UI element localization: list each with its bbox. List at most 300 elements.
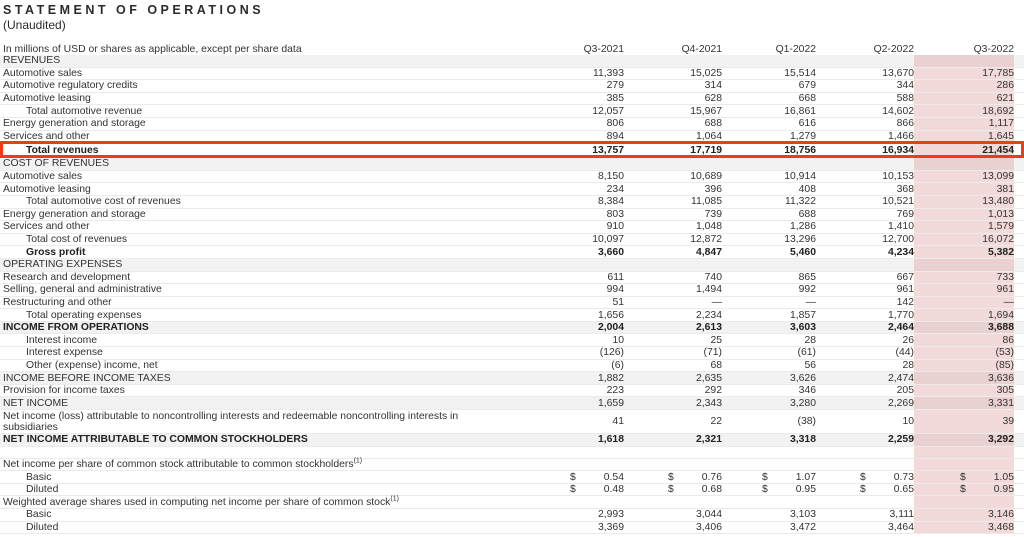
value-text: 3,472 (789, 521, 816, 533)
value-text: 2,993 (597, 509, 624, 521)
currency-amount (762, 472, 816, 483)
cell-value (544, 221, 624, 232)
cell-value (544, 522, 624, 533)
table-row (0, 410, 1024, 434)
cell-value (544, 145, 624, 156)
value-text: 894 (606, 130, 624, 142)
cell-value (722, 131, 816, 142)
value-text: 3,369 (597, 521, 624, 533)
cell-value (544, 68, 624, 79)
row-label (0, 411, 544, 433)
cell-value (816, 310, 914, 321)
section-row (0, 372, 1024, 385)
cell-value (816, 106, 914, 117)
table-row (0, 80, 1024, 93)
value-text: 346 (798, 385, 816, 397)
value-text: 3,103 (789, 509, 816, 521)
section-row (0, 158, 1024, 171)
cell-value (816, 360, 914, 371)
value-text: 15,967 (690, 105, 722, 117)
row-label (0, 398, 544, 409)
value-text: 3,688 (987, 322, 1014, 334)
section-row (0, 322, 1024, 335)
value-text: 1,117 (988, 118, 1014, 130)
value-text: 16,861 (784, 105, 816, 117)
value-text: 223 (606, 385, 624, 397)
value-text: 2,321 (695, 434, 722, 446)
value-text: (71) (703, 347, 722, 359)
table-caption: In millions of USD or shares as applicable, except per share data (3, 44, 302, 55)
table-row (0, 309, 1024, 322)
value-text: 18,756 (784, 144, 816, 156)
currency-amount (860, 472, 914, 483)
cell-value (624, 106, 722, 117)
value-text: 621 (996, 93, 1014, 105)
cell-value (544, 347, 624, 358)
value-text: 292 (704, 385, 722, 397)
table-row (0, 234, 1024, 247)
currency-symbol: $ (960, 484, 966, 496)
cell-value (914, 484, 1014, 496)
cell-value (544, 171, 624, 182)
cell-value (816, 196, 914, 207)
value-text: (126) (599, 347, 624, 359)
value-text: 15,514 (784, 67, 816, 79)
table-row (0, 131, 1024, 144)
value-text: 13,480 (982, 196, 1014, 208)
row-label-text: INCOME FROM OPERATIONS (3, 322, 149, 334)
value-text: 381 (996, 183, 1014, 195)
value-text: 740 (704, 271, 722, 283)
row-label (0, 373, 544, 384)
cell-value (722, 171, 816, 182)
cell-value (722, 373, 816, 384)
value-text: 305 (996, 385, 1014, 397)
table-row (0, 272, 1024, 285)
table-row (0, 93, 1024, 106)
cell-value (914, 55, 1014, 67)
row-label-text: Weighted average shares used in computing net income per share of common stock (3, 496, 391, 508)
value-text: 1.07 (795, 471, 816, 483)
cell-value (624, 360, 722, 371)
table-row (0, 360, 1024, 373)
row-label-text: Automotive sales (3, 67, 83, 79)
value-text: 733 (996, 271, 1014, 283)
value-text: (53) (995, 347, 1014, 359)
cell-value (624, 80, 722, 91)
value-text: 588 (896, 93, 914, 105)
cell-value (816, 398, 914, 409)
cell-value (816, 93, 914, 104)
cell-value (914, 522, 1014, 534)
value-text: 11,393 (592, 67, 624, 79)
row-label-text: Diluted (26, 484, 59, 496)
cell-value (914, 496, 1014, 508)
cell-value (914, 372, 1014, 384)
cell-value (816, 80, 914, 91)
row-label (0, 158, 544, 169)
value-text: 2,464 (887, 322, 914, 334)
value-text: 688 (798, 208, 816, 220)
cell-value (624, 221, 722, 232)
value-text: 3,318 (789, 434, 816, 446)
cell-value (816, 335, 914, 346)
currency-amount (668, 484, 722, 495)
currency-symbol: $ (762, 484, 768, 496)
value-text: 10,689 (690, 171, 722, 183)
value-text: 2,004 (597, 322, 624, 334)
value-text: 961 (996, 284, 1014, 296)
value-text: 667 (896, 271, 914, 283)
value-text: 11,322 (784, 196, 816, 208)
table-row (0, 284, 1024, 297)
currency-amount (762, 484, 816, 495)
value-text: 2,259 (887, 434, 914, 446)
cell-value (624, 322, 722, 333)
cell-value (914, 385, 1014, 397)
currency-amount (860, 484, 914, 495)
row-label (0, 118, 544, 129)
row-label (0, 284, 544, 295)
row-label-text: Automotive sales (3, 171, 83, 183)
value-text: 865 (798, 271, 816, 283)
cell-value (544, 335, 624, 346)
row-label-text: Automotive leasing (3, 183, 91, 195)
cell-value (544, 509, 624, 520)
value-text: 8,150 (597, 171, 624, 183)
column-header-q1-2022: Q1-2022 (775, 44, 816, 55)
row-label (0, 385, 544, 396)
row-label-text: Energy generation and storage (3, 118, 146, 130)
cell-value (624, 347, 722, 358)
value-text: 1,279 (789, 130, 816, 142)
value-text: 344 (896, 80, 914, 92)
value-text: 11,085 (690, 196, 722, 208)
cell-value (816, 522, 914, 533)
value-text: 22 (710, 416, 722, 428)
cell-value (816, 416, 914, 427)
value-text: 668 (798, 93, 816, 105)
cell-value (544, 472, 624, 483)
value-text: 5,382 (987, 246, 1014, 258)
row-label (0, 459, 544, 470)
row-label (0, 259, 544, 270)
cell-value (816, 373, 914, 384)
row-label (0, 68, 544, 79)
table-row (0, 496, 1024, 509)
value-text: 1,466 (887, 130, 914, 142)
cell-value (544, 310, 624, 321)
row-label-text: Automotive regulatory credits (3, 80, 138, 92)
cell-value (722, 93, 816, 104)
row-label (0, 93, 544, 104)
cell-value (624, 247, 722, 258)
cell-value (816, 434, 914, 445)
column-header-q3-2022: Q3-2022 (973, 44, 1014, 55)
currency-symbol: $ (960, 471, 966, 483)
value-text: 17,785 (982, 67, 1014, 79)
cell-value (624, 509, 722, 520)
cell-value (624, 484, 722, 495)
row-label-text: Total automotive cost of revenues (26, 196, 181, 208)
row-label-text: Interest income (26, 334, 98, 346)
table-row (0, 334, 1024, 347)
row-label (0, 184, 544, 195)
cell-value (722, 416, 816, 427)
value-text: 1,064 (695, 130, 722, 142)
value-text: 1,857 (789, 309, 816, 321)
row-label-text: REVENUES (3, 55, 61, 67)
row-label (0, 272, 544, 283)
value-text: 86 (1002, 334, 1014, 346)
row-label-text: Services and other (3, 130, 90, 142)
value-text: 51 (612, 296, 624, 308)
value-text: (61) (797, 347, 816, 359)
value-text: 910 (606, 221, 624, 233)
row-label (0, 497, 544, 508)
row-label-text: Energy generation and storage (3, 208, 146, 220)
cell-value (914, 105, 1014, 117)
cell-value (914, 183, 1014, 195)
cell-value (914, 309, 1014, 321)
cell-value (914, 459, 1014, 471)
value-text: 12,872 (690, 234, 722, 246)
section-row (0, 55, 1024, 68)
value-text: 68 (710, 359, 722, 371)
value-text: 0.68 (701, 484, 722, 496)
value-text: 8,384 (597, 196, 624, 208)
value-text: 739 (704, 208, 722, 220)
table-row (0, 484, 1024, 497)
cell-value (914, 322, 1014, 334)
cell-value (624, 297, 722, 308)
value-text: 1,659 (597, 397, 624, 409)
cell-value (722, 472, 816, 483)
cell-value (816, 184, 914, 195)
value-text: 385 (606, 93, 624, 105)
statement-table (0, 55, 1024, 534)
table-row (0, 509, 1024, 522)
row-label (0, 347, 544, 358)
cell-value (914, 171, 1014, 183)
value-text: 1,013 (987, 208, 1014, 220)
cell-value (722, 209, 816, 220)
value-text: (38) (797, 416, 816, 428)
table-row (0, 246, 1024, 259)
value-text: 39 (1002, 416, 1014, 428)
cell-value (816, 322, 914, 333)
row-label-text: Other (expense) income, net (26, 359, 158, 371)
value-text: 3,464 (887, 521, 914, 533)
cell-value (816, 145, 914, 156)
cell-value (816, 509, 914, 520)
row-label-text: Automotive leasing (3, 93, 91, 105)
cell-value (544, 93, 624, 104)
cell-value (914, 196, 1014, 208)
row-label-text: Basic (26, 509, 52, 521)
column-header-q2-2022: Q2-2022 (873, 44, 914, 55)
cell-value (544, 322, 624, 333)
value-text: 3,331 (987, 397, 1014, 409)
value-text: 17,719 (690, 144, 722, 156)
cell-value (914, 209, 1014, 221)
cell-value (914, 297, 1014, 309)
currency-symbol: $ (570, 471, 576, 483)
cell-value (914, 434, 1014, 446)
cell-value (544, 272, 624, 283)
cell-value (544, 106, 624, 117)
value-text: 205 (896, 385, 914, 397)
value-text: 2,635 (695, 372, 722, 384)
cell-value (816, 234, 914, 245)
value-text: 679 (798, 80, 816, 92)
cell-value (914, 284, 1014, 296)
row-label-text: Gross profit (26, 246, 86, 258)
section-row (0, 259, 1024, 272)
cell-value (722, 385, 816, 396)
row-label-text: OPERATING EXPENSES (3, 259, 123, 271)
value-text: 12,700 (882, 234, 914, 246)
currency-amount (960, 472, 1014, 483)
value-text: 769 (896, 208, 914, 220)
row-label (0, 106, 544, 117)
cell-value (816, 484, 914, 495)
table-row (0, 118, 1024, 131)
currency-amount (960, 484, 1014, 495)
cell-value (544, 184, 624, 195)
cell-value (816, 297, 914, 308)
cell-value (544, 416, 624, 427)
cell-value (544, 196, 624, 207)
cell-value (624, 209, 722, 220)
table-row (0, 522, 1024, 535)
cell-value (722, 247, 816, 258)
currency-symbol: $ (668, 484, 674, 496)
row-label (0, 55, 544, 66)
cell-value (544, 118, 624, 129)
cell-value (816, 347, 914, 358)
value-text: 2,269 (887, 397, 914, 409)
value-text: 10,097 (592, 234, 624, 246)
value-text: 13,670 (882, 67, 914, 79)
value-text: 1,410 (887, 221, 914, 233)
section-row (0, 434, 1024, 447)
value-text: 1,882 (597, 372, 624, 384)
cell-value (914, 93, 1014, 105)
cell-value (624, 131, 722, 142)
row-label (0, 472, 544, 483)
value-text: 3,636 (987, 372, 1014, 384)
value-text: 25 (710, 334, 722, 346)
value-text: 408 (798, 183, 816, 195)
currency-symbol: $ (860, 471, 866, 483)
row-label-text: INCOME BEFORE INCOME TAXES (3, 372, 171, 384)
row-label-text: COST OF REVENUES (3, 158, 110, 170)
row-label-text: NET INCOME (3, 397, 69, 409)
value-text: 1,770 (887, 309, 914, 321)
section-row (0, 397, 1024, 410)
cell-value (914, 347, 1014, 359)
cell-value (624, 196, 722, 207)
value-text: 1,645 (987, 130, 1014, 142)
cell-value (914, 360, 1014, 372)
row-label (0, 80, 544, 91)
value-text: 18,692 (982, 105, 1014, 117)
cell-value (624, 93, 722, 104)
cell-value (624, 171, 722, 182)
row-label (0, 209, 544, 220)
value-text: 26 (902, 334, 914, 346)
cell-value (544, 131, 624, 142)
cell-value (722, 272, 816, 283)
value-text: 3,146 (987, 509, 1014, 521)
cell-value (544, 297, 624, 308)
row-label-text: Basic (26, 471, 52, 483)
cell-value (544, 284, 624, 295)
cell-value (624, 272, 722, 283)
cell-value (722, 234, 816, 245)
table-row (0, 221, 1024, 234)
cell-value (722, 509, 816, 520)
value-text: 2,234 (695, 309, 722, 321)
table-header-row (0, 41, 1024, 55)
cell-value (624, 373, 722, 384)
value-text: 13,296 (784, 234, 816, 246)
value-text: 3,044 (695, 509, 722, 521)
value-text: 14,602 (882, 105, 914, 117)
cell-value (722, 196, 816, 207)
row-label-text: NET INCOME ATTRIBUTABLE TO COMMON STOCKHOLDERS (3, 434, 308, 446)
cell-value (914, 272, 1014, 284)
table-row (0, 385, 1024, 398)
cell-value (544, 360, 624, 371)
value-text: 3,468 (987, 521, 1014, 533)
value-text: 688 (704, 118, 722, 130)
cell-value (816, 247, 914, 258)
value-text: 286 (996, 80, 1014, 92)
cell-value (624, 310, 722, 321)
value-text: 616 (798, 118, 816, 130)
value-text: 0.65 (893, 484, 914, 496)
table-row (0, 209, 1024, 222)
cell-value (816, 221, 914, 232)
cell-value (816, 131, 914, 142)
table-row (0, 171, 1024, 184)
value-text: 142 (896, 296, 914, 308)
row-label (0, 131, 544, 142)
currency-amount (570, 484, 624, 495)
row-label (0, 196, 544, 207)
value-text: 16,934 (882, 144, 914, 156)
value-text: 0.95 (795, 484, 816, 496)
cell-value (624, 472, 722, 483)
table-row (0, 105, 1024, 118)
row-label-text: Diluted (26, 521, 59, 533)
value-text: — (805, 296, 816, 308)
cell-value (624, 385, 722, 396)
cell-value (624, 68, 722, 79)
cell-value (722, 522, 816, 533)
currency-symbol: $ (762, 471, 768, 483)
value-text: 16,072 (982, 234, 1014, 246)
cell-value (624, 184, 722, 195)
row-label-text: Restructuring and other (3, 296, 112, 308)
value-text: 41 (612, 416, 624, 428)
row-label-text: Research and development (3, 271, 131, 283)
cell-value (722, 221, 816, 232)
cell-value (624, 434, 722, 445)
table-row (0, 347, 1024, 360)
